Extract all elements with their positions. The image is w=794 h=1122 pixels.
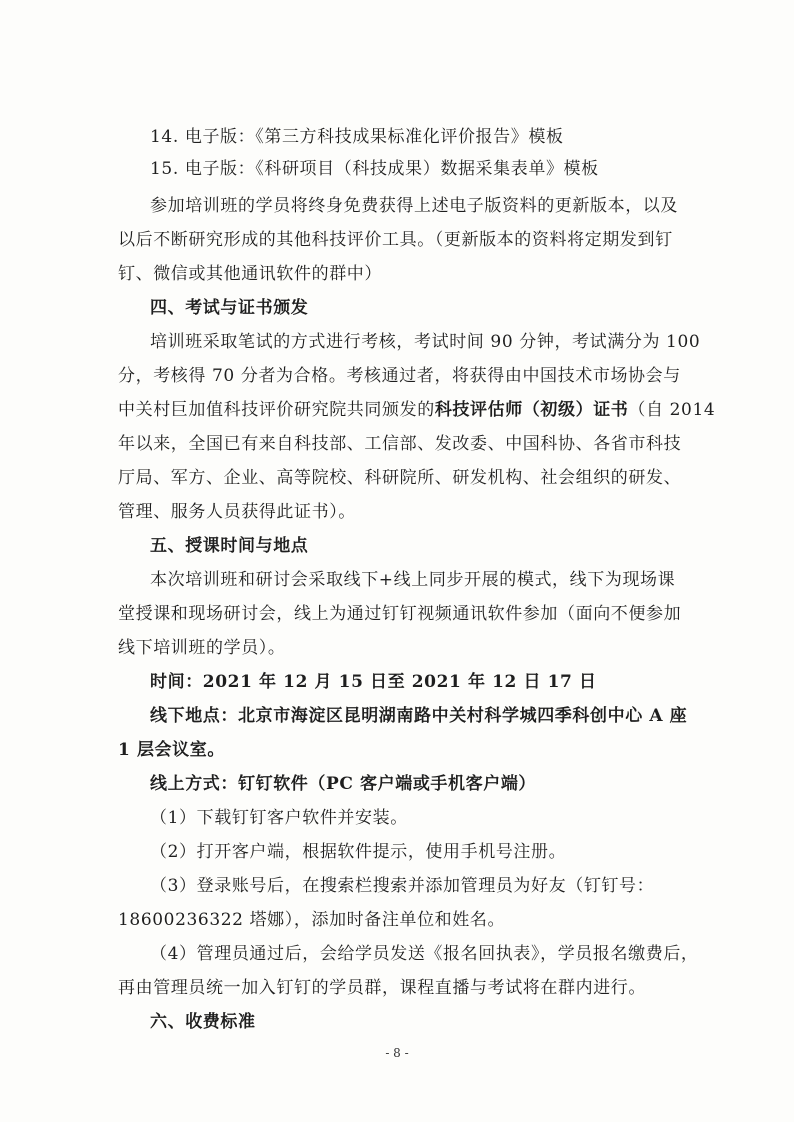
training-time: 时间：2021 年 12 月 15 日至 2021 年 12 日 17 日: [150, 672, 597, 692]
paragraph-line: 钉、微信或其他通讯软件的群中）: [118, 264, 382, 284]
paragraph-line: 本次培训班和研讨会采取线下+线上同步开展的模式，线下为现场课: [150, 570, 676, 590]
paragraph-line: 厅局、军方、企业、高等院校、科研院所、研发机构、社会组织的研发、: [118, 468, 682, 488]
page-number: - 8 -: [385, 1046, 409, 1060]
paragraph-line: 年以来，全国已有来自科技部、工信部、发改委、中国科协、各省市科技: [118, 434, 682, 454]
section-heading-exam: 四、考试与证书颁发: [150, 298, 309, 318]
paragraph-line: 管理、服务人员获得此证书）。: [118, 502, 356, 522]
paragraph-line: 培训班采取笔试的方式进行考核，考试时间 90 分钟，考试满分为 100: [150, 332, 701, 352]
paragraph-line: 中关村巨加值科技评价研究院共同颁发的科技评估师（初级）证书（自 2014: [118, 400, 716, 420]
step-3: （3）登录账号后，在搜索栏搜索并添加管理员为好友（钉钉号：: [150, 876, 655, 896]
step-2: （2）打开客户端，根据软件提示，使用手机号注册。: [150, 842, 567, 862]
paragraph-line: 参加培训班的学员将终身免费获得上述电子版资料的更新版本，以及: [150, 196, 678, 216]
online-method: 线上方式：钉钉软件（PC 客户端或手机客户端）: [150, 774, 537, 794]
paragraph-line: 堂授课和现场研讨会，线上为通过钉钉视频通讯软件参加（面向不便参加: [118, 604, 682, 624]
step-4-cont: 再由管理员统一加入钉钉的学员群，课程直播与考试将在群内进行。: [118, 978, 646, 998]
section-heading-fees: 六、收费标准: [150, 1012, 256, 1032]
paragraph-line: 线下培训班的学员）。: [118, 638, 286, 658]
step-3-cont: 18600236322 塔娜），添加时备注单位和姓名。: [118, 910, 506, 930]
offline-location: 线下地点：北京市海淀区昆明湖南路中关村科学城四季科创中心 A 座: [150, 706, 688, 726]
paragraph-line: 以后不断研究形成的其他科技评价工具。（更新版本的资料将定期发到钉: [118, 230, 673, 250]
certificate-name: 科技评估师（初级）证书: [434, 400, 629, 420]
list-item-15: 15. 电子版：《科研项目（科技成果）数据采集表单》模板: [150, 159, 599, 179]
step-1: （1）下载钉钉客户软件并安装。: [150, 808, 408, 828]
section-heading-time-place: 五、授课时间与地点: [150, 536, 309, 556]
step-4: （4）管理员通过后，会给学员发送《报名回执表》，学员报名缴费后，: [150, 944, 699, 964]
list-item-14: 14. 电子版：《第三方科技成果标准化评价报告》模板: [150, 127, 564, 147]
offline-location-cont: 1 层会议室。: [118, 740, 225, 760]
paragraph-line: 分，考核得 70 分者为合格。考核通过者，将获得由中国技术市场协会与: [118, 366, 681, 386]
